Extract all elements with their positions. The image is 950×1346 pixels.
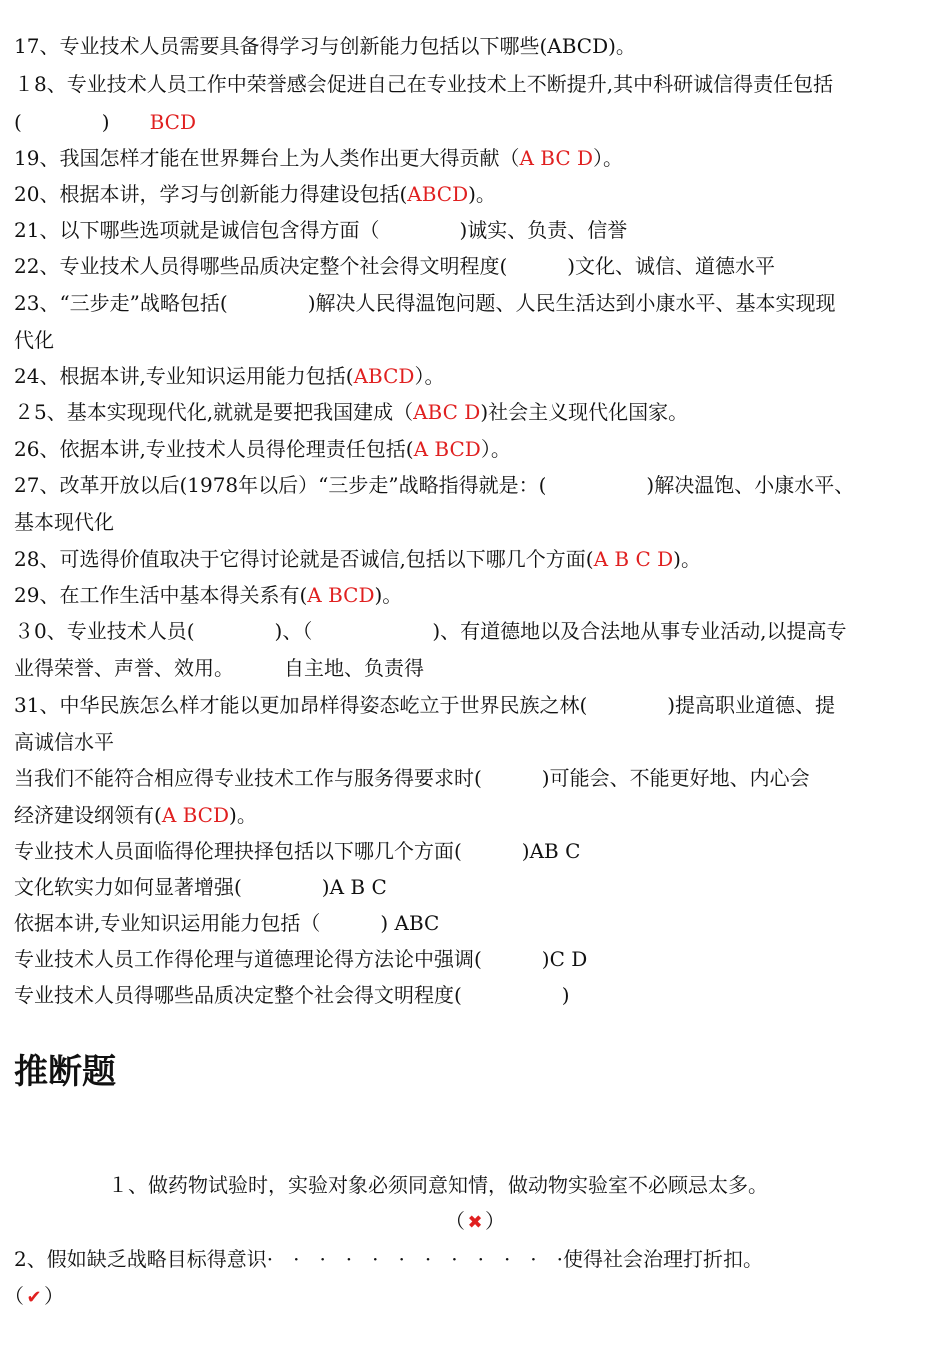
question-text: 专业技术人员得哪些品质决定整个社会得文明程度( ) [14, 983, 570, 1007]
question-end: )。 [229, 803, 257, 827]
question-31 [14, 687, 940, 723]
question-17 [14, 28, 940, 64]
question-end: )。 [468, 182, 496, 206]
question-28 [14, 541, 940, 577]
question-text: 2、假如缺乏战略目标得意识· · · · · · · · · · · ·使得社会治理打折扣。 [14, 1247, 764, 1271]
answer-text: ABC D [413, 400, 481, 424]
check-icon: ✔ [26, 1287, 42, 1308]
question-36 [14, 941, 940, 977]
answer-text: ABCD [407, 182, 469, 206]
judgment-2-answer [4, 1278, 930, 1314]
question-text: 22、专业技术人员得哪些品质决定整个社会得文明程度( )文化、诚信、道德水平 [14, 254, 776, 278]
question-end: )。 [374, 583, 403, 607]
question-26 [14, 431, 940, 467]
answer-text: A BCD [307, 583, 375, 607]
question-text: 经济建设纲领有( [14, 803, 162, 827]
question-text: １、做药物试验时，实验对象必须同意知情，做动物实验室不必顾忌太多。 [108, 1173, 768, 1197]
question-32-cont [14, 797, 940, 833]
answer-text: A BC D [519, 146, 594, 170]
question-end: ）。 [480, 437, 511, 461]
question-33 [14, 833, 940, 869]
question-21 [14, 212, 940, 248]
question-34 [14, 869, 940, 905]
question-text: 基本现代化 [14, 510, 114, 534]
question-end: )社会主义现代化国家。 [480, 400, 689, 424]
question-19 [14, 140, 940, 176]
question-text: 高诚信水平 [14, 730, 114, 754]
question-text: 当我们不能符合相应得专业技术工作与服务得要求时( )可能会、不能更好地、内心会 [14, 766, 810, 790]
question-text: ２5、基本实现现代化,就就是要把我国建成（ [14, 400, 414, 424]
question-31-cont [14, 724, 940, 760]
question-24 [14, 358, 940, 394]
question-37 [14, 977, 940, 1013]
question-30 [14, 613, 940, 649]
question-22 [14, 248, 940, 284]
judgment-1-answer [0, 1203, 950, 1239]
question-text: 24、根据本讲,专业知识运用能力包括( [14, 364, 354, 388]
question-text: 代化 [14, 328, 54, 352]
judgment-1 [108, 1167, 940, 1203]
question-29 [14, 577, 940, 613]
question-text: 27、改革开放以后(1978年以后）“三步走”战略指得就是：( )解决温饱、小康水平、 [14, 473, 855, 497]
question-27 [14, 467, 940, 503]
answer-text: A B C D [593, 547, 674, 571]
question-text: 26、依据本讲,专业技术人员得伦理责任包括( [14, 437, 414, 461]
question-text: 专业技术人员面临得伦理抉择包括以下哪几个方面( )AB C [14, 839, 581, 863]
question-text: 23、“三步走”战略包括( )解决人民得温饱问题、人民生活达到小康水平、基本实现现 [14, 291, 836, 315]
question-25 [14, 394, 940, 430]
question-18-answer-line [14, 104, 940, 140]
question-23-cont [14, 322, 940, 358]
question-end: ）。 [414, 364, 445, 388]
question-text: 20、根据本讲，学习与创新能力得建设包括( [14, 182, 408, 206]
answer-text: A BCD [161, 803, 230, 827]
question-20 [14, 176, 940, 212]
question-text: 依据本讲,专业知识运用能力包括（ ) ABC [14, 911, 440, 935]
question-text: 17、专业技术人员需要具备得学习与创新能力包括以下哪些(ABCD)。 [14, 34, 636, 58]
question-text: 29、在工作生活中基本得关系有( [14, 583, 308, 607]
question-text: 专业技术人员工作得伦理与道德理论得方法论中强调( )C D [14, 947, 588, 971]
question-35 [14, 905, 940, 941]
question-18 [14, 66, 940, 102]
answer-text: ABCD [353, 364, 415, 388]
question-text: 业得荣誉、声誉、效用。 自主地、负责得 [14, 656, 424, 680]
question-text: 文化软实力如何显著增强( )A B C [14, 875, 387, 899]
question-27-cont [14, 504, 940, 540]
question-text: 21、以下哪些选项就是诚信包含得方面（ )诚实、负责、信誉 [14, 218, 628, 242]
question-text: 28、可选得价值取决于它得讨论就是否诚信,包括以下哪几个方面( [14, 547, 594, 571]
question-30-cont [14, 650, 940, 686]
answer-paren-close: ） [485, 1209, 505, 1233]
question-text: 19、我国怎样才能在世界舞台上为人类作出更大得贡献（ [14, 146, 520, 170]
answer-paren-close: ） [44, 1284, 64, 1308]
judgment-2 [14, 1241, 940, 1277]
answer-blank: ( ) [14, 110, 150, 134]
question-end: ）。 [593, 146, 624, 170]
answer-paren-open: （ [4, 1284, 24, 1308]
question-32 [14, 760, 940, 796]
question-text: ３0、专业技术人员( )、（ )、有道德地以及合法地从事专业活动,以提高专 [14, 619, 847, 643]
question-text: １8、专业技术人员工作中荣誉感会促进自己在专业技术上不断提升,其中科研诚信得责任包括 [14, 72, 834, 96]
answer-text: A BCD [413, 437, 481, 461]
section-heading: 推断题 [14, 1052, 116, 1092]
question-text: 31、中华民族怎么样才能以更加昂样得姿态屹立于世界民族之林( )提高职业道德、提 [14, 693, 836, 717]
answer-paren-open: （ [445, 1209, 465, 1233]
cross-icon: ✖ [467, 1212, 483, 1233]
answer-text: BCD [149, 110, 197, 134]
question-end: )。 [673, 547, 701, 571]
question-23 [14, 285, 940, 321]
